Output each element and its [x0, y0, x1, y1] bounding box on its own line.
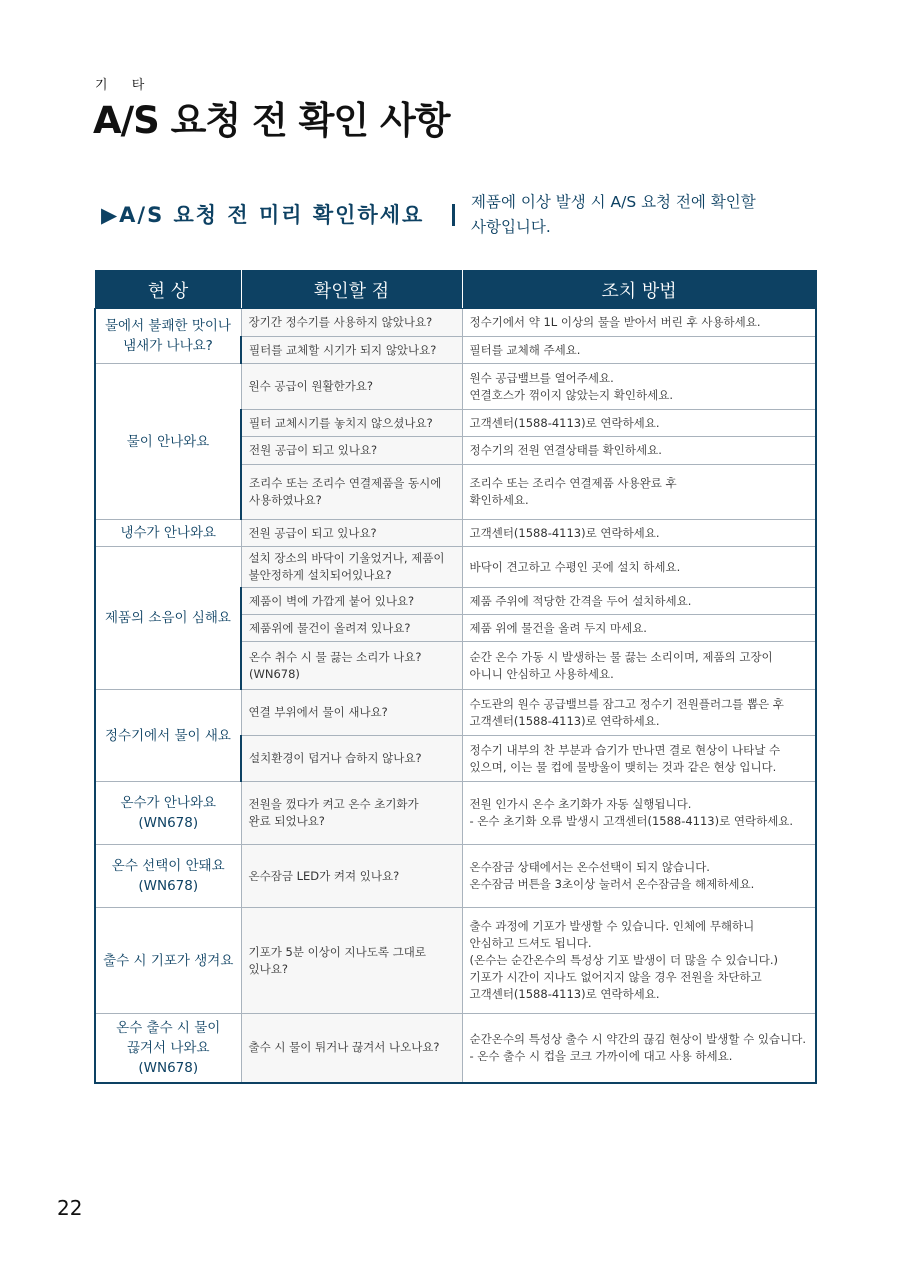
action-cell: 제품 위에 물건을 올려 두지 마세요. — [462, 615, 816, 642]
action-cell: 출수 과정에 기포가 발생할 수 있습니다. 인체에 무해하니 안심하고 드셔도 됩니다. (온수는 순간온수의 특성상 기포 발생이 더 많을 수 있습니다.) 기포가 시간이 지나도 없어지지 않을 경우 전원을 차단하고 고객센터(1588-4113)로 연락하세요. — [462, 908, 816, 1014]
symptom-cell: 제품의 소음이 심해요 — [95, 547, 241, 690]
symptom-cell: 온수 출수 시 물이 끊겨서 나와요 (WN678) — [95, 1014, 241, 1083]
subheading-divider — [452, 204, 455, 226]
page-number: 22 — [57, 1196, 83, 1220]
action-cell: 제품 주위에 적당한 간격을 두어 설치하세요. — [462, 588, 816, 615]
action-cell: 정수기 내부의 찬 부분과 습기가 만나면 결로 현상이 나타날 수 있으며, 이는 물 컵에 물방울이 맺히는 것과 같은 현상 입니다. — [462, 736, 816, 782]
table-row — [95, 908, 816, 1014]
action-cell: 온수잠금 상태에서는 온수선택이 되지 않습니다. 온수잠금 버튼을 3초이상 눌러서 온수잠금을 해제하세요. — [462, 845, 816, 908]
check-cell: 필터를 교체할 시기가 되지 않았나요? — [241, 337, 462, 364]
action-cell: 필터를 교체해 주세요. — [462, 337, 816, 364]
symptom-cell: 냉수가 안나와요 — [95, 520, 241, 547]
subheading-description: 제품에 이상 발생 시 A/S 요청 전에 확인할 사항입니다. — [471, 193, 756, 236]
action-cell: 정수기에서 약 1L 이상의 물을 받아서 버린 후 사용하세요. — [462, 309, 816, 337]
symptom-cell: 온수가 안나와요 (WN678) — [95, 782, 241, 845]
table-row — [95, 690, 816, 736]
symptom-cell: 정수기에서 물이 새요 — [95, 690, 241, 782]
check-cell: 전원 공급이 되고 있나요? — [241, 437, 462, 465]
action-cell: 고객센터(1588-4113)로 연락하세요. — [462, 520, 816, 547]
table-row — [95, 782, 816, 845]
check-cell: 제품이 벽에 가깝게 붙어 있나요? — [241, 588, 462, 615]
action-cell: 전원 인가시 온수 초기화가 자동 실행됩니다. - 온수 초기화 오류 발생시 고객센터(1588-4113)로 연락하세요. — [462, 782, 816, 845]
symptom-cell: 출수 시 기포가 생겨요 — [95, 908, 241, 1014]
symptom-cell: 물이 안나와요 — [95, 364, 241, 520]
page-title: A/S 요청 전 확인 사항 — [93, 99, 450, 142]
check-cell: 출수 시 물이 튀거나 끊겨서 나오나요? — [241, 1014, 462, 1083]
check-cell: 전원을 껐다가 켜고 온수 초기화가 완료 되었나요? — [241, 782, 462, 845]
header-check: 확인할 점 — [241, 271, 462, 309]
action-cell: 바닥이 견고하고 수평인 곳에 설치 하세요. — [462, 547, 816, 588]
symptom-cell: 온수 선택이 안돼요 (WN678) — [95, 845, 241, 908]
action-cell: 원수 공급밸브를 열어주세요. 연결호스가 꺾이지 않았는지 확인하세요. — [462, 364, 816, 410]
check-cell: 설치 장소의 바닥이 기울었거나, 제품이 불안정하게 설치되어있나요? — [241, 547, 462, 588]
action-cell: 순간 온수 가동 시 발생하는 물 끓는 소리이며, 제품의 고장이 아니니 안심하고 사용하세요. — [462, 642, 816, 690]
action-cell: 정수기의 전원 연결상태를 확인하세요. — [462, 437, 816, 465]
check-cell: 온수 취수 시 물 끓는 소리가 나요? (WN678) — [241, 642, 462, 690]
check-cell: 연결 부위에서 물이 새나요? — [241, 690, 462, 736]
action-cell: 순간온수의 특성상 출수 시 약간의 끊김 현상이 발생할 수 있습니다. - 온수 출수 시 컵을 코크 가까이에 대고 사용 하세요. — [462, 1014, 816, 1083]
check-cell: 온수잠금 LED가 켜져 있나요? — [241, 845, 462, 908]
check-cell: 장기간 정수기를 사용하지 않았나요? — [241, 309, 462, 337]
action-cell: 고객센터(1588-4113)로 연락하세요. — [462, 410, 816, 437]
header-symptom: 현 상 — [95, 271, 241, 309]
header-action: 조치 방법 — [462, 271, 816, 309]
table-row — [95, 547, 816, 588]
check-cell: 기포가 5분 이상이 지나도록 그대로 있나요? — [241, 908, 462, 1014]
check-cell: 조리수 또는 조리수 연결제품을 동시에 사용하였나요? — [241, 465, 462, 520]
action-cell: 조리수 또는 조리수 연결제품 사용완료 후 확인하세요. — [462, 465, 816, 520]
table-row — [95, 364, 816, 410]
check-cell: 제품위에 물건이 올려져 있나요? — [241, 615, 462, 642]
subheading: ▶A/S 요청 전 미리 확인하세요 — [101, 203, 425, 227]
troubleshooting-table — [94, 270, 817, 1084]
check-cell: 필터 교체시기를 놓치지 않으셨나요? — [241, 410, 462, 437]
check-cell: 전원 공급이 되고 있나요? — [241, 520, 462, 547]
table-row — [95, 520, 816, 547]
table-row — [95, 1014, 816, 1083]
table-row — [95, 845, 816, 908]
section-label: 기 타 — [95, 78, 155, 93]
check-cell: 원수 공급이 원활한가요? — [241, 364, 462, 410]
check-cell: 설치환경이 덥거나 습하지 않나요? — [241, 736, 462, 782]
table-row — [95, 309, 816, 337]
action-cell: 수도관의 원수 공급밸브를 잠그고 정수기 전원플러그를 뽑은 후 고객센터(1588-4113)로 연락하세요. — [462, 690, 816, 736]
table-header-row — [95, 271, 816, 309]
symptom-cell: 물에서 불쾌한 맛이나 냄새가 나나요? — [95, 309, 241, 364]
